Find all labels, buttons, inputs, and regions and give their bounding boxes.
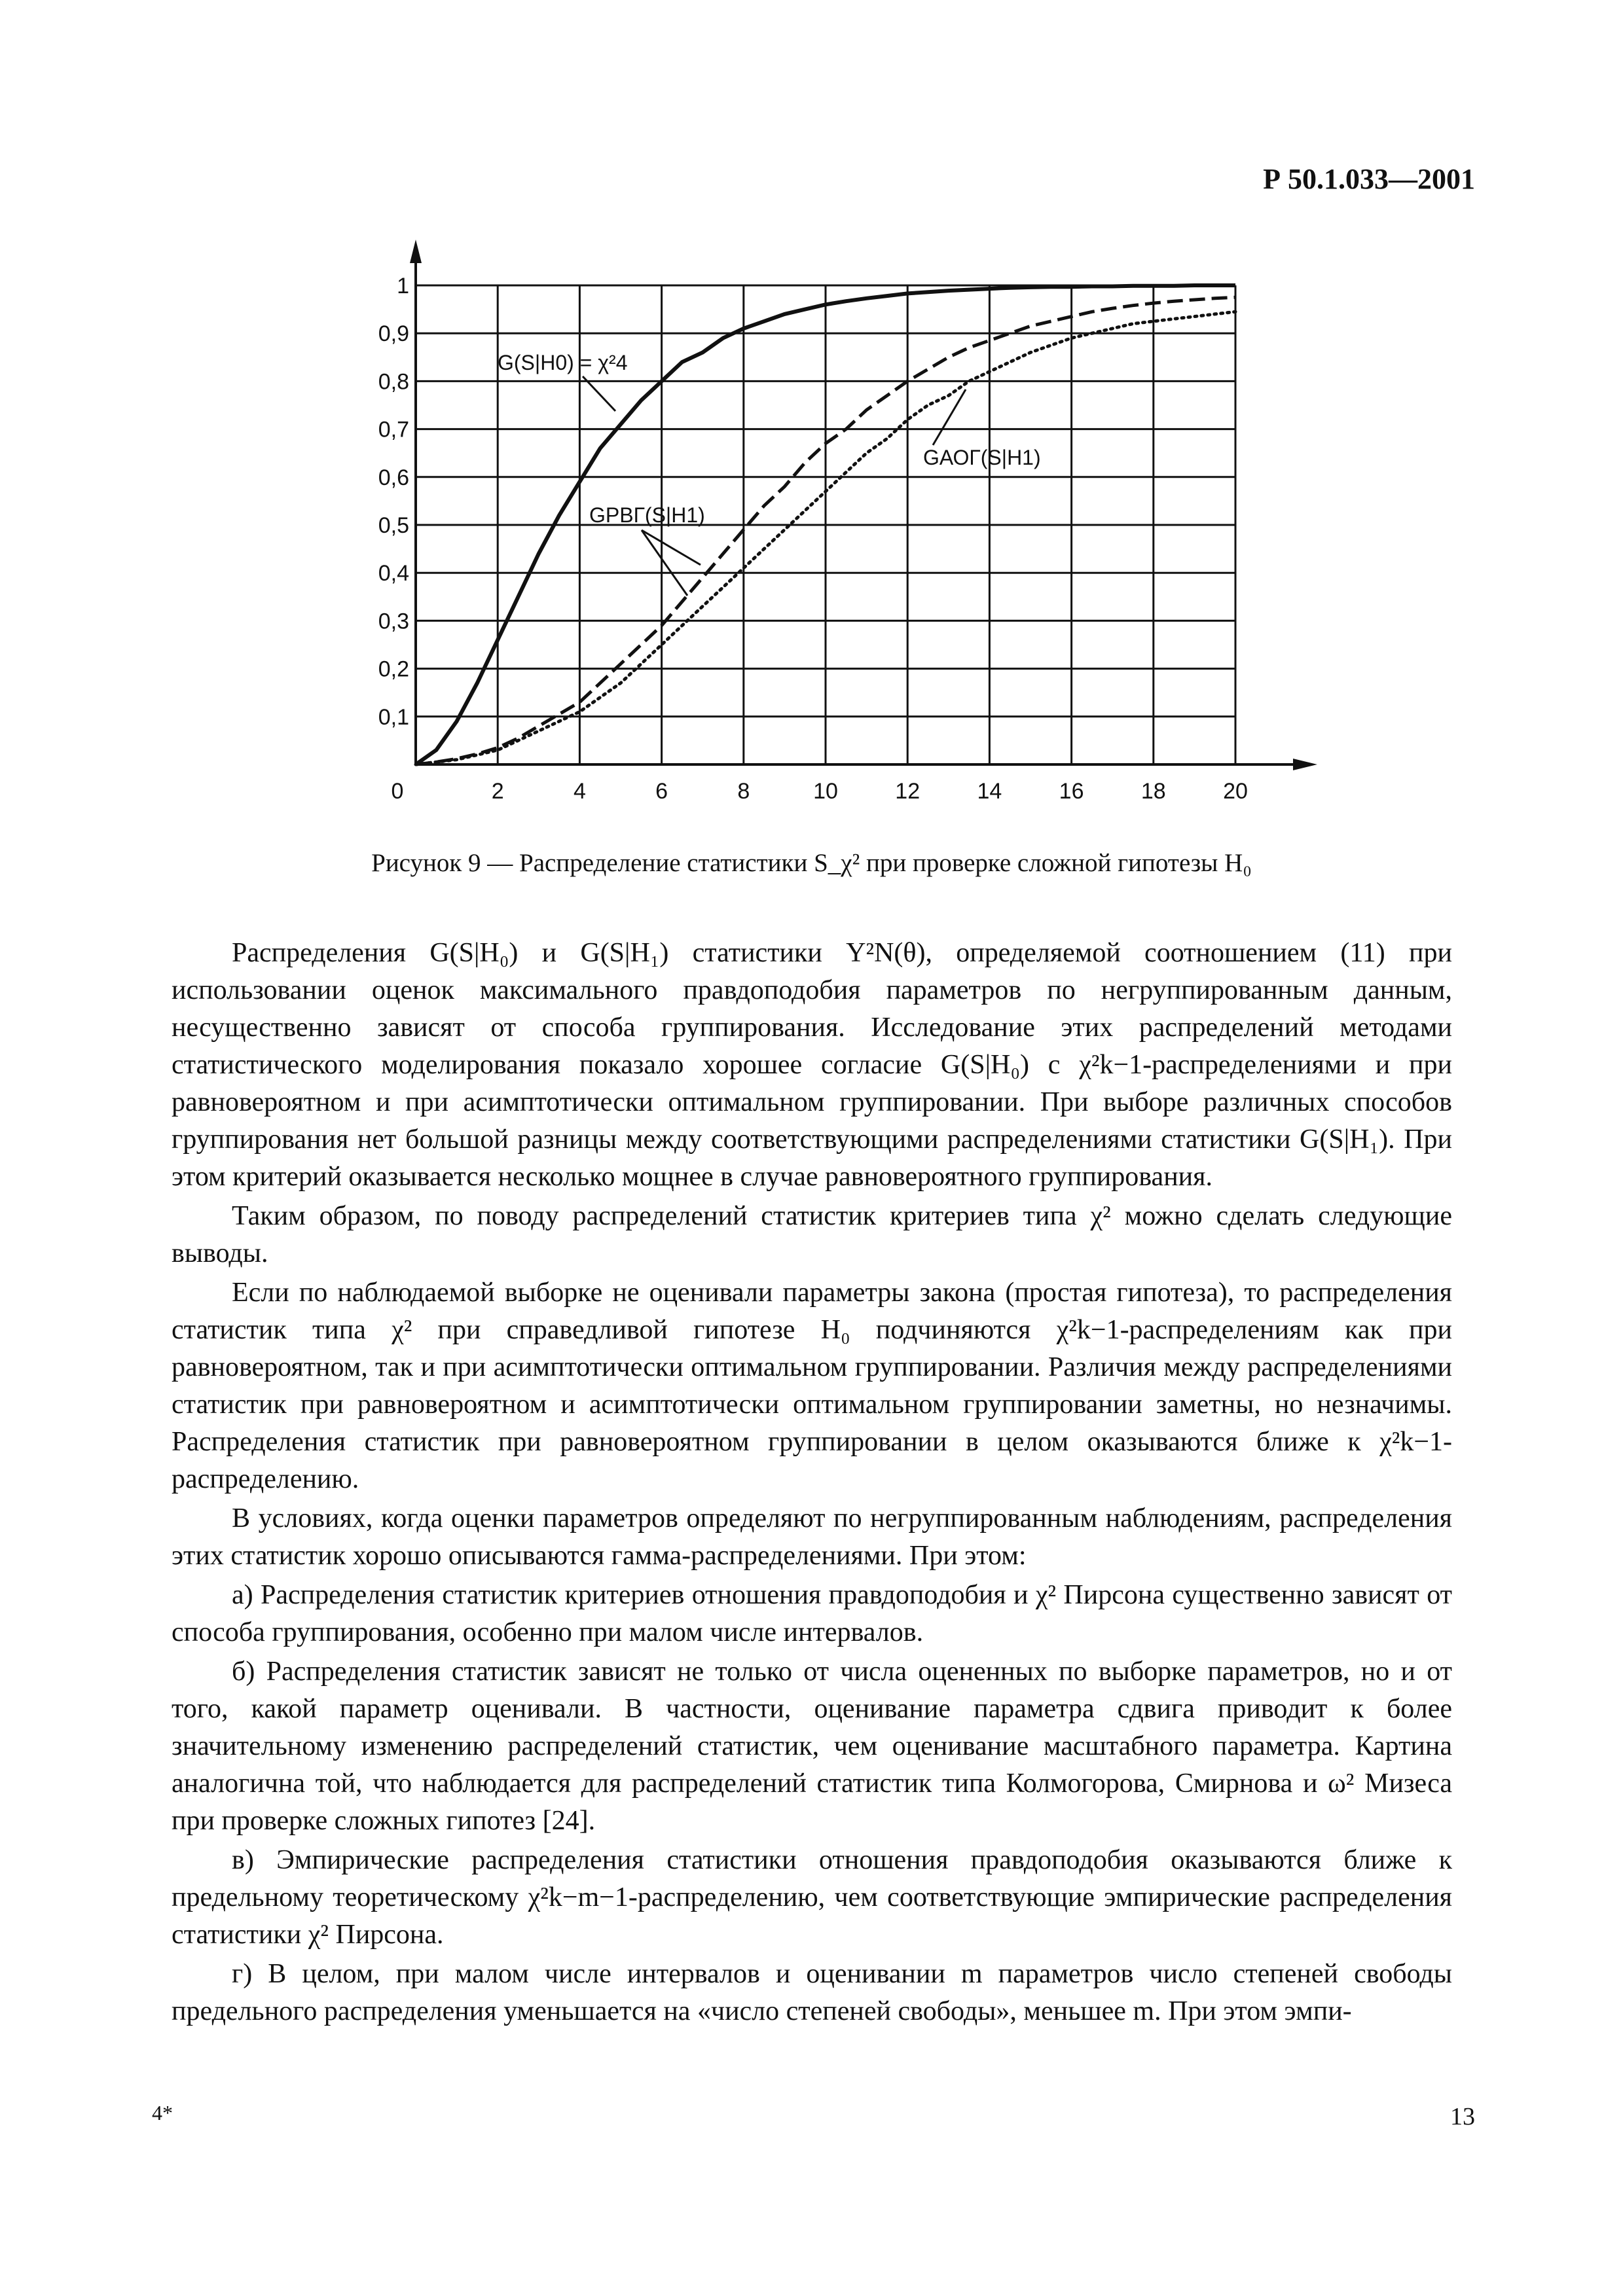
y-tick-label: 0,3: [378, 609, 409, 634]
y-tick-label: 0,9: [378, 321, 409, 347]
body-text: [172, 935, 1452, 2032]
paragraph-7: в) Эмпирические распределения статистики отношения правдоподобия оказываются ближе к предельному теоретическому χ²k−m−1-распределению, чем соответствующие эмпирические распределения статистики χ² Пирсона.: [172, 1845, 1452, 1950]
paragraph-2: Таким образом, по поводу распределений статистик критериев типа χ² можно сделать следующие выводы.: [172, 1201, 1452, 1268]
document-code: Р 50.1.033—2001: [1263, 163, 1475, 195]
x-tick-label: 8: [737, 779, 750, 804]
page-number: 13: [1450, 2103, 1475, 2130]
y-tick-label: 0,1: [378, 704, 409, 730]
y-tick-label: 0,7: [378, 417, 409, 442]
y-tick-label: 0,8: [378, 369, 409, 395]
x-tick-label: 4: [573, 779, 586, 804]
sheet-mark: 4*: [152, 2101, 173, 2125]
y-tick-label: 0,4: [378, 561, 409, 586]
paragraph-1: Распределения G(S|H₀) и G(S|H₁) статистики Y²N(θ), определяемой соотношением (11) при использовании оценок максимального правдоподобия параметров по негруппированным данным, несущественно зависят от способа группирования. Исследование этих распределений методами статистического моделирования показало хорошее согласие G(S|H₀) с χ²k−1-распределениями и при равновероятном и при асимптотически оптимальном группировании. При выборе различных способов группирования нет большой разницы между соответствующими распределениями статистики G(S|H₁). При этом критерий оказывается несколько мощнее в случае равновероятного группирования.: [172, 938, 1452, 1192]
series-label-g-aog: GАОГ(S|H1): [923, 446, 1041, 469]
leader-line: [642, 530, 701, 565]
paragraph-3: Если по наблюдаемой выборке не оценивали параметры закона (простая гипотеза), то распределения статистик типа χ² при справедливой гипотезе H₀ подчиняются χ²k−1-распределениям как при равновероятном, так и при асимптотически оптимальном группировании. Различия между распределениями статистик при равновероятном и асимптотически оптимальном группировании заметны, но незначимы. Распределения статистик при равновероятном группировании в целом оказываются ближе к χ²k−1-распределению.: [172, 1278, 1452, 1494]
x-tick-label: 18: [1140, 779, 1166, 804]
x-tick-label: 12: [895, 779, 921, 804]
figure-9-chart: [340, 236, 1322, 825]
x-tick-label: 16: [1059, 779, 1084, 804]
x-tick-label: 10: [813, 779, 838, 804]
leader-line: [642, 530, 687, 596]
y-axis-arrow: [410, 240, 422, 263]
paragraph-6: б) Распределения статистик зависят не только от числа оцененных по выборке параметров, но и от того, какой параметр оценивали. В частности, оценивание параметра сдвига приводит к более значительному изменению распределений статистик, чем оценивание масштабного параметра. Картина аналогична той, что наблюдается для распределений статистик типа Колмогорова, Смирнова и ω² Мизеса при проверке сложных гипотез [24].: [172, 1657, 1452, 1836]
series-label-g-h0: G(S|H0) = χ²4: [498, 351, 628, 374]
figure-caption: Рисунок 9 — Распределение статистики S_χ² при проверке сложной гипотезы H₀: [371, 849, 1252, 877]
x-tick-label: 6: [655, 779, 668, 804]
y-tick-label: 0,6: [378, 465, 409, 490]
x-tick-label: 20: [1223, 779, 1248, 804]
x-tick-label: 2: [491, 779, 504, 804]
y-tick-label: 0,2: [378, 656, 409, 682]
paragraph-5: а) Распределения статистик критериев отношения правдоподобия и χ² Пирсона существенно зависят от способа группирования, особенно при малом числе интервалов.: [172, 1580, 1452, 1647]
leader-line: [933, 389, 966, 445]
x-tick-label: 14: [977, 779, 1002, 804]
x-tick-label: 0: [391, 779, 404, 804]
x-axis-arrow: [1293, 759, 1317, 770]
paragraph-4: В условиях, когда оценки параметров определяют по негруппированным наблюдениям, распределения этих статистик хорошо описываются гамма-распределениями. При этом:: [172, 1503, 1452, 1571]
y-tick-label: 1: [397, 274, 409, 298]
series-label-g-rvg: GРВГ(S|H1): [589, 503, 705, 527]
y-tick-label: 0,5: [378, 513, 409, 538]
paragraph-8: г) В целом, при малом числе интервалов и оценивании m параметров число степеней свободы предельного распределения уменьшается на «число степеней свободы», меньшее m. При этом эмпи-: [172, 1959, 1452, 2026]
